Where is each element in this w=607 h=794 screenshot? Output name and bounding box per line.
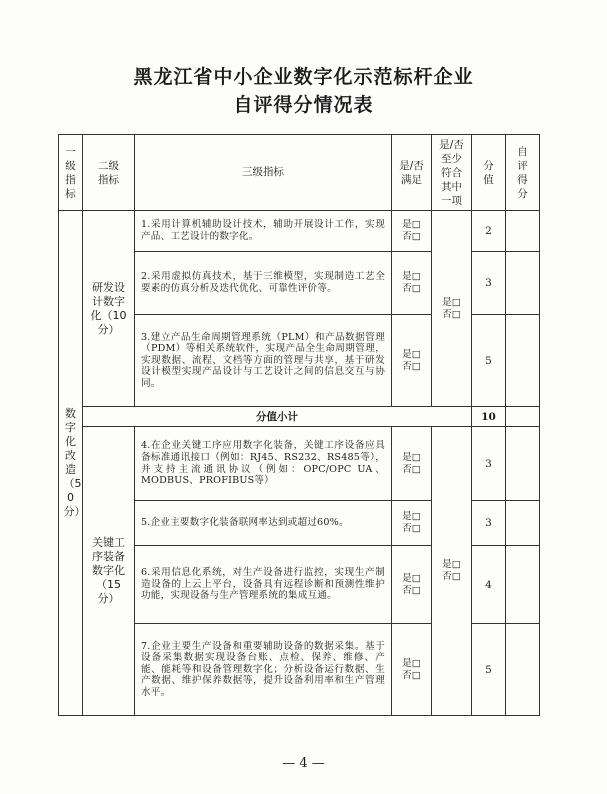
level3-cell: 6.采用信息化系统，对生产设备进行监控，实现生产制造设备的上云上平台，设备具有远程诊断和预测性维护功能，实现设备与生产管理系统的集成互通。 <box>135 546 392 624</box>
level1-cell: 数字化改造（50分） <box>59 211 83 716</box>
subtotal-value: 10 <box>472 407 506 427</box>
self-score-cell[interactable] <box>506 501 540 546</box>
score-cell: 5 <box>472 624 506 716</box>
score-cell: 2 <box>472 211 506 252</box>
header-level1: 一级指标 <box>59 135 83 211</box>
header-row <box>59 135 540 211</box>
subtotal-label: 分值小计 <box>83 407 472 427</box>
self-score-cell[interactable] <box>506 624 540 716</box>
header-at-least-one: 是/否至少符合其中一项 <box>432 135 472 211</box>
table-row <box>59 427 540 501</box>
satisfy-checkbox[interactable]: 是□ 否□ <box>392 315 432 407</box>
subtotal-row <box>59 407 540 427</box>
any-checkbox[interactable]: 是□ 否□ <box>432 427 472 716</box>
satisfy-checkbox[interactable]: 是□ 否□ <box>392 252 432 315</box>
self-score-cell[interactable] <box>506 211 540 252</box>
level3-cell: 5.企业主要数字化装备联网率达到或超过60%。 <box>135 501 392 546</box>
satisfy-checkbox[interactable]: 是□ 否□ <box>392 546 432 624</box>
score-cell: 3 <box>472 501 506 546</box>
satisfy-checkbox[interactable]: 是□ 否□ <box>392 624 432 716</box>
document-title: 黑龙江省中小企业数字化示范标杆企业 <box>133 66 474 88</box>
document-subtitle: 自评得分情况表 <box>233 94 374 116</box>
header-score: 分值 <box>472 135 506 211</box>
level3-cell: 2.采用虚拟仿真技术，基于三维模型，实现制造工艺全要素的仿真分析及迭代优化、可靠性评价等。 <box>135 252 392 315</box>
score-cell: 3 <box>472 427 506 501</box>
self-score-cell[interactable] <box>506 546 540 624</box>
level3-cell: 7.企业主要生产设备和重要辅助设备的数据采集。基于设备采集数据实现设备台账、点检、保养、维修、产能、能耗等和设备管理数字化；分析设备运行数据、生产数据、维护保养数据等，提升设备利用率和生产管理水平。 <box>135 624 392 716</box>
self-score-cell[interactable] <box>506 427 540 501</box>
self-score-cell[interactable] <box>506 252 540 315</box>
any-checkbox[interactable]: 是□ 否□ <box>432 211 472 407</box>
page-number: — 4 — <box>282 756 325 771</box>
self-score-table <box>58 134 540 716</box>
header-level2: 二级指标 <box>83 135 135 211</box>
level2-cell: 研发设计数字化（10分） <box>83 211 135 407</box>
level3-cell: 1.采用计算机辅助设计技术，辅助开展设计工作，实现产品、工艺设计的数字化。 <box>135 211 392 252</box>
header-satisfy: 是/否满足 <box>392 135 432 211</box>
subtotal-self-score[interactable] <box>506 407 540 427</box>
score-cell: 5 <box>472 315 506 407</box>
satisfy-checkbox[interactable]: 是□ 否□ <box>392 211 432 252</box>
header-level3: 三级指标 <box>135 135 392 211</box>
level3-cell: 4.在企业关键工序应用数字化装备，关键工序设备应具备标准通讯接口（例如：RJ45、RS232、RS485等），并支持主流通讯协议（例如：OPC/OPC UA、MODBUS、PROFIBUS等） <box>135 427 392 501</box>
table-row <box>59 211 540 252</box>
satisfy-checkbox[interactable]: 是□ 否□ <box>392 427 432 501</box>
satisfy-checkbox[interactable]: 是□ 否□ <box>392 501 432 546</box>
score-cell: 3 <box>472 252 506 315</box>
self-score-cell[interactable] <box>506 315 540 407</box>
level3-cell: 3.建立产品生命周期管理系统（PLM）和产品数据管理（PDM）等相关系统软件，实现产品全生命周期管理，实现数据、流程、文档等方面的管理与共享，基于研发设计模型实现产品设计与工艺设计之间的信息交互与协同。 <box>135 315 392 407</box>
score-cell: 4 <box>472 546 506 624</box>
header-self-score: 自评得分 <box>506 135 540 211</box>
level2-cell: 关键工序装备数字化（15分） <box>83 427 135 716</box>
